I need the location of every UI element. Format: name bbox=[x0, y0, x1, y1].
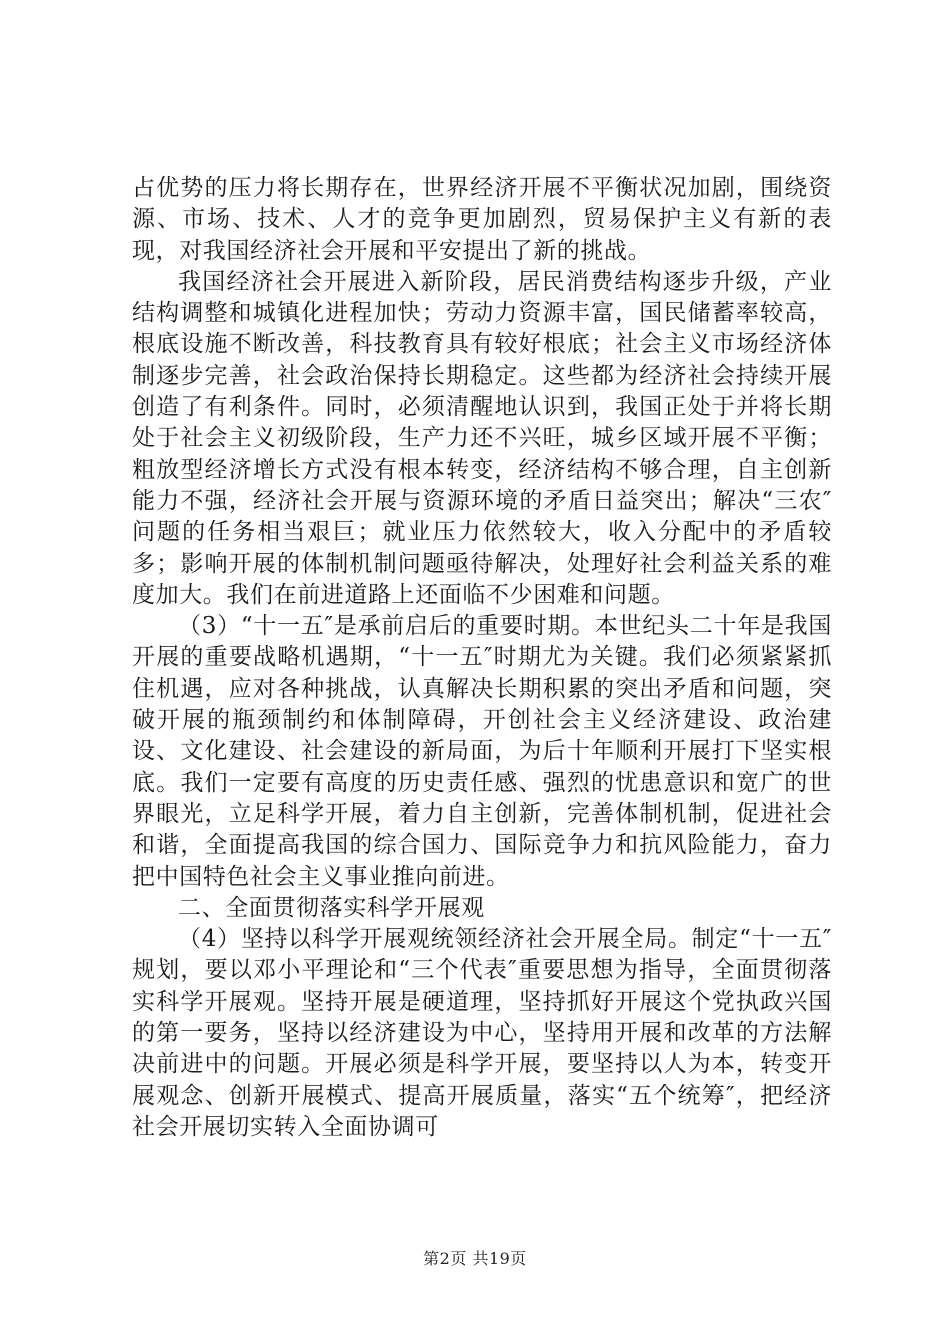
paragraph-development-stage: 我国经济社会开展进入新阶段，居民消费结构逐步升级，产业结构调整和城镇化进程加快；劳动力资源丰富，国民储蓄率较高，根底设施不断改善，科技教育具有较好根底；社会主义市场经济体制逐步完善，社会政治保持长期稳定。这些都为经济社会持续开展创造了有利条件。同时，必须清醒地认识到，我国正处于并将长期处于社会主义初级阶段，生产力还不兴旺，城乡区域开展不平衡；粗放型经济增长方式没有根本转变，经济结构不够合理，自主创新能力不强，经济社会开展与资源环境的矛盾日益突出；解决“三农″问题的任务相当艰巨；就业压力依然较大，收入分配中的矛盾较多；影响开展的体制机制问题亟待解决，处理好社会利益关系的难度加大。我们在前进道路上还面临不少困难和问题。 bbox=[132, 268, 832, 608]
document-body bbox=[132, 173, 832, 1143]
paragraph-continuation: 占优势的压力将长期存在，世界经济开展不平衡状况加剧，围绕资源、市场、技术、人才的竞争更加剧烈，贸易保护主义有新的表现，对我国经济社会开展和平安提出了新的挑战。 bbox=[132, 175, 832, 264]
paragraph-section-3: （3）“十一五″是承前启后的重要时期。本世纪头二十年是我国开展的重要战略机遇期，“十一五″时期尤为关键。我们必须紧紧抓住机遇，应对各种挑战，认真解决长期积累的突出矛盾和问题，突破开展的瓶颈制约和体制障碍，开创社会主义经济建设、政治建设、文化建设、社会建设的新局面，为后十年顺利开展打下坚实根底。我们一定要有高度的历史责任感、强烈的忧患意识和宽广的世界眼光，立足科学开展，着力自主创新，完善体制机制，促进社会和谐，全面提高我国的综合国力、国际竞争力和抗风险能力，奋力把中国特色社会主义事业推向前进。 bbox=[132, 613, 832, 890]
paragraph-section-4: （4）坚持以科学开展观统领经济社会开展全局。制定“十一五″规划，要以邓小平理论和“三个代表″重要思想为指导，全面贯彻落实科学开展观。坚持开展是硬道理，坚持抓好开展这个党执政兴国的第一要务，坚持以经济建设为中心，坚持用开展和改革的方法解决前进中的问题。开展必须是科学开展，要坚持以人为本，转变开展观念、创新开展模式、提高开展质量，落实“五个统筹″，把经济社会开展切实转入全面协调可 bbox=[132, 926, 832, 1140]
section-heading: 二、全面贯彻落实科学开展观 bbox=[178, 894, 485, 921]
page-number-footer: 第2页 共19页 bbox=[423, 1249, 527, 1268]
